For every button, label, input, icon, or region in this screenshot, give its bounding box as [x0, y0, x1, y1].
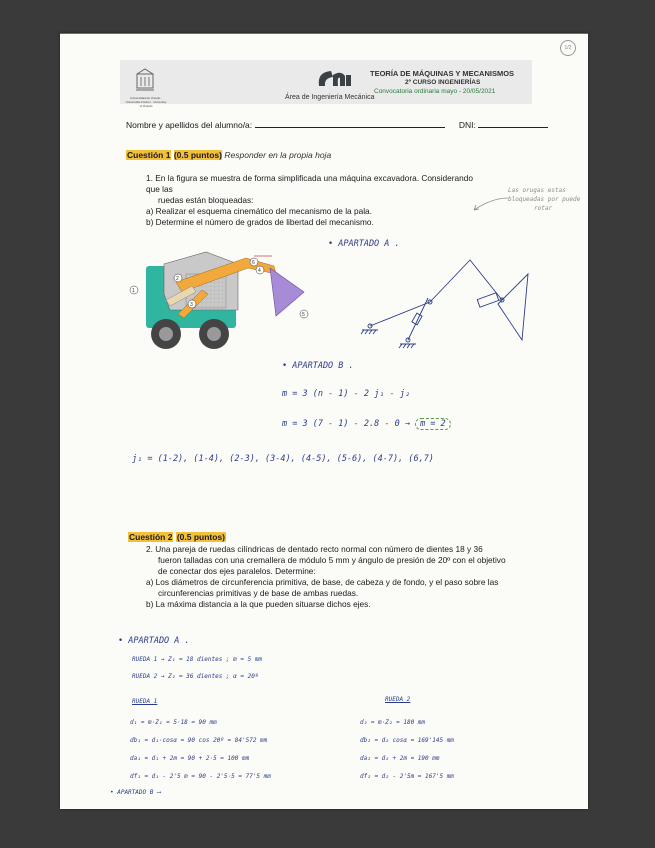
margin-note: [508, 186, 580, 213]
q2-item-a-2: circunferencias primitivas y de base de ambas ruedas.: [158, 588, 359, 598]
link-2: [408, 298, 428, 340]
kinematic-sketch: [352, 248, 552, 358]
q2-line-1: 2. Una pareja de ruedas cilíndricas de dentado recto normal con número de dientes 18 y 36: [146, 544, 483, 554]
margin-arrow: [470, 194, 510, 214]
ground-support-1: [361, 330, 378, 334]
question-2-points: (0.5 puntos): [176, 532, 225, 542]
dni-field[interactable]: [478, 127, 548, 128]
name-label: Nombre y apellidos del alumno/a:: [126, 120, 253, 130]
link-3: [430, 260, 502, 302]
r2-line-2: db₂ = d₂ cosα = 169'145 mm: [360, 737, 454, 744]
rueda-1-calcs: [130, 714, 271, 786]
student-name-row: [126, 120, 548, 130]
q1-item-a: a) Realizar el esquema cinemático del mecanismo de la pala.: [146, 206, 372, 216]
question-1-points: (0.5 puntos): [173, 150, 222, 160]
exam-page: [60, 33, 588, 809]
wheel-left: [151, 319, 181, 349]
bucket-triangle: [498, 274, 528, 340]
r2-line-3: da₂ = d₂ + 2m = 190 mm: [360, 755, 440, 762]
question-1-instruction: Responder en la propia hoja: [224, 150, 332, 160]
label-6: 6: [252, 260, 255, 266]
r2-line-4: df₂ = d₂ - 2'5m = 167'5 mm: [360, 773, 454, 780]
q2-item-b: b) La máxima distancia a la que pueden situarse dichos ejes.: [146, 599, 371, 609]
rueda-1-title: RUEDA 1: [132, 698, 158, 705]
q2-line-2: fueron talladas con una cremallera de módulo 5 mm y ángulo de presión de 20º con el objetivo: [158, 555, 506, 565]
mechanical-area-logo-icon: [315, 66, 355, 92]
wheel-right: [199, 319, 229, 349]
rueda-2-calcs: [360, 714, 454, 786]
dni-label: DNI:: [458, 120, 476, 130]
name-field[interactable]: [255, 127, 445, 128]
q1-pairs: j₁ = (1-2), (1-4), (2-3), (3-4), (4-5), (5-6), (4-7), (6,7): [132, 454, 434, 464]
label-5: 5: [302, 312, 305, 318]
q2-given-2: RUEDA 2 → Z₂ = 36 dientes ; α = 20º: [132, 673, 259, 680]
question-1-statement: [146, 173, 486, 228]
slider: [477, 293, 499, 307]
label-1: 1: [132, 288, 135, 294]
q2-line-3: de conectar dos ejes paralelos. Determine:: [158, 566, 316, 576]
r2-line-1: d₂ = m·Z₂ = 180 mm: [360, 719, 426, 726]
link-1: [370, 302, 430, 326]
question-2-label: Cuestión 2: [129, 532, 173, 542]
q1-item-b: b) Determine el número de grados de libertad del mecanismo.: [146, 217, 374, 227]
q1-line-1: 1. En la figura se muestra de forma simplificada una máquina excavadora. Considerando que las: [146, 173, 473, 194]
q2-item-a-1: a) Los diámetros de circunferencia primitiva, de base, de cabeza y de fondo, y el paso sobre las: [146, 577, 499, 587]
excavator-figure: [126, 234, 326, 354]
exam-date: Convocatoria ordinaria mayo - 20/05/2021: [374, 88, 496, 95]
q1-equation-2: [282, 418, 451, 430]
q2-apartado-a: • APARTADO A .: [118, 636, 190, 646]
rueda-2-title: RUEDA 2: [385, 696, 411, 703]
r1-line-1: d₁ = m·Z₁ = 5·18 = 90 mm: [130, 719, 217, 726]
course-level: 2º CURSO INGENIERÍAS: [405, 79, 481, 86]
q1-apartado-a: • APARTADO A .: [328, 239, 400, 249]
r1-line-3: da₁ = d₁ + 2m = 90 + 2·5 = 100 mm: [130, 755, 250, 762]
q1-line-2: ruedas están bloqueadas:: [158, 195, 254, 205]
excavator-bucket: [270, 268, 304, 316]
ground-support-2: [399, 344, 416, 348]
q1-apartado-b: • APARTADO B .: [282, 361, 354, 371]
crest-caption: Universidad de Oviedo · Universidá d'Uviéu · University of Oviedo: [125, 96, 167, 108]
margin-note-line-3: rotar: [534, 205, 553, 212]
q1-result: m = 2: [415, 418, 451, 430]
area-label: Área de Ingeniería Mecánica: [285, 94, 375, 101]
question-1-label: Cuestión 1: [127, 150, 171, 160]
q2-apartado-b: • APARTADO B ⟶: [110, 789, 161, 796]
question-2-statement: [146, 544, 576, 610]
label-4: 4: [258, 268, 261, 274]
label-3: 3: [190, 302, 193, 308]
q1-equation-1: m = 3 (n - 1) - 2 j₁ - j₂: [282, 389, 410, 399]
margin-note-line-2: bloqueadas por puede: [508, 196, 581, 203]
question-1-title: [126, 150, 331, 160]
university-crest-icon: [132, 68, 158, 94]
r1-line-4: df₁ = d₁ - 2'5 m = 90 - 2'5·5 = 77'5 mm: [130, 773, 271, 780]
label-2: 2: [176, 276, 179, 282]
course-title: TEORÍA DE MÁQUINAS Y MECANISMOS: [370, 69, 515, 78]
r1-line-2: db₁ = d₁·cosα = 90 cos 20º = 84'572 mm: [130, 737, 268, 744]
margin-note-line-1: Las orugas estas: [508, 187, 566, 194]
page-number-mark: 1/2: [560, 40, 576, 56]
question-2-title: [128, 532, 226, 542]
q1-equation-2-text: m = 3 (7 - 1) - 2.8 - 0 →: [282, 419, 410, 429]
q2-given-1: RUEDA 1 → Z₁ = 18 dientes ; m = 5 mm: [132, 656, 263, 663]
